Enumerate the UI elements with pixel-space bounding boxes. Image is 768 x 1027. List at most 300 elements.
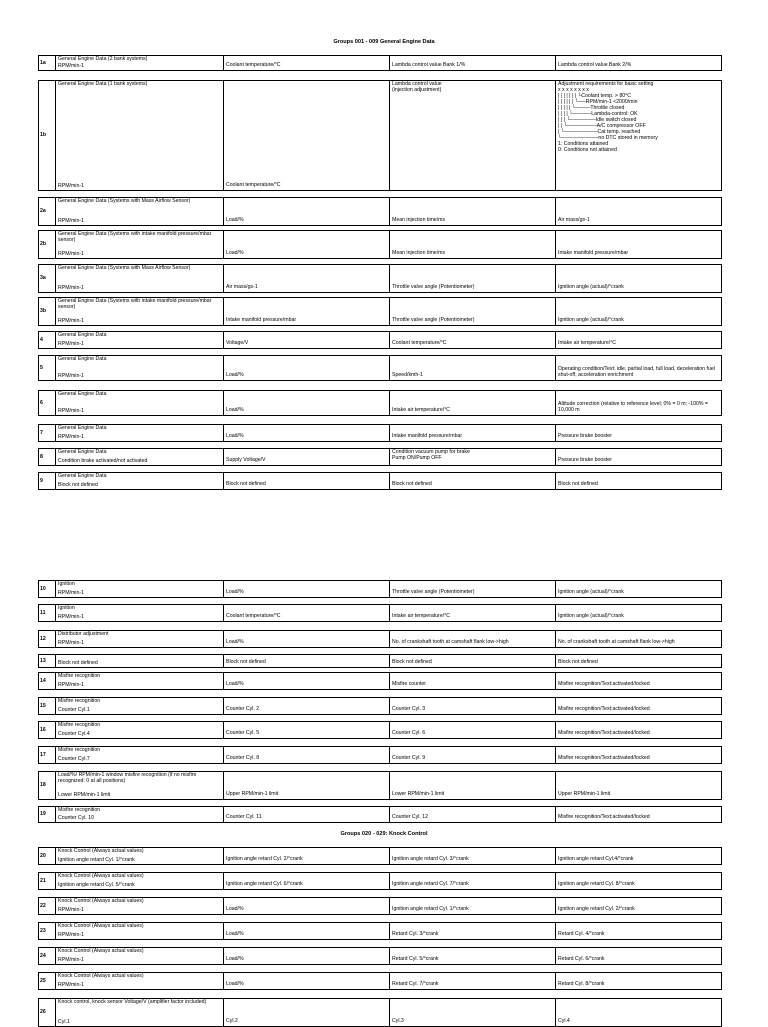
table-row xyxy=(38,355,722,381)
table-row xyxy=(38,746,722,764)
group-title: General Engine Data xyxy=(58,391,107,397)
field-2 xyxy=(223,655,389,667)
field-4 xyxy=(555,631,723,647)
field-3-text: Intake manifold pressure/mbar xyxy=(392,433,463,440)
group-number: 4 xyxy=(40,336,43,343)
group-description xyxy=(55,332,223,348)
field-1: RPM/min-1 xyxy=(58,957,84,964)
field-2 xyxy=(223,81,389,190)
group-number: 13 xyxy=(40,657,46,664)
table-row xyxy=(38,230,722,259)
group-number: 1a xyxy=(40,59,46,66)
field-1: Condition brake activated/not activated xyxy=(58,458,148,465)
group-description xyxy=(55,722,223,738)
group-description xyxy=(55,655,223,667)
field-2 xyxy=(223,848,389,864)
field-2 xyxy=(223,898,389,914)
group-number: 23 xyxy=(40,927,46,934)
group-number: 2b xyxy=(40,241,47,248)
group-description xyxy=(55,298,223,325)
field-2-text: Counter Cyl. 8 xyxy=(226,755,260,762)
field-4-text: Ignition angle (actual)/°crank xyxy=(558,284,624,291)
field-4-text: Cyl.4 xyxy=(558,1018,570,1025)
table-row xyxy=(38,806,722,823)
group-description xyxy=(55,698,223,714)
field-4 xyxy=(555,265,723,292)
group-description xyxy=(55,772,223,799)
table-row xyxy=(38,922,722,940)
field-3-text: Ignition angle retard Cyl. 7/°crank xyxy=(392,881,469,888)
group-title: Knock Control (Always actual values) xyxy=(58,873,144,879)
field-2 xyxy=(223,298,389,325)
group-description xyxy=(55,56,223,70)
field-1: RPM/min-1 xyxy=(58,63,84,70)
field-3-text: Throttle valve angle (Potentiometer) xyxy=(392,589,475,596)
field-4 xyxy=(555,298,723,325)
field-2-text: Ignition angle retard Cyl. 6/°crank xyxy=(226,881,303,888)
field-3 xyxy=(389,265,555,292)
field-1: RPM/min-1 xyxy=(58,341,84,348)
field-1: RPM/min-1 xyxy=(58,932,84,939)
table-row xyxy=(38,630,722,648)
group-title: Misfire recognition xyxy=(58,673,101,679)
group-description xyxy=(55,673,223,689)
field-3 xyxy=(389,298,555,325)
group-description xyxy=(55,948,223,964)
field-2 xyxy=(223,772,389,799)
field-4 xyxy=(555,973,723,989)
field-1: Cyl.1 xyxy=(58,1019,70,1026)
group-number: 22 xyxy=(40,902,46,909)
field-4 xyxy=(555,581,723,597)
field-2-text: Coolant temperature/°C xyxy=(226,182,281,189)
group-number: 26 xyxy=(40,1009,46,1016)
field-3 xyxy=(389,356,555,380)
group-description xyxy=(55,747,223,763)
group-description xyxy=(55,81,223,190)
field-4-text: Upper RPM/min-1 limit xyxy=(558,791,611,798)
group-description xyxy=(55,265,223,292)
group-title: General Engine Data xyxy=(58,425,107,431)
group-number: 19 xyxy=(40,811,46,818)
field-2-text: Load/% xyxy=(226,931,244,938)
group-number: 20 xyxy=(40,852,46,859)
field-4 xyxy=(555,722,723,738)
field-2 xyxy=(223,631,389,647)
field-3-text: Intake air temperature/°C xyxy=(392,613,451,620)
group-title: General Engine Data (Systems with intake manifold pressure/mbar sensor) xyxy=(58,231,212,243)
field-4-text: Lambda control value Bank 2/% xyxy=(558,62,632,69)
field-1: RPM/min-1 xyxy=(58,373,84,380)
field-2-text: Load/% xyxy=(226,639,244,646)
field-2-text: Supply Voltage/V xyxy=(226,457,266,464)
field-4 xyxy=(555,848,723,864)
field-3 xyxy=(389,81,555,190)
group-description xyxy=(55,807,223,822)
field-2 xyxy=(223,449,389,465)
field-3-text: Ignition angle retard Cyl. 1/°crank xyxy=(392,906,469,913)
field-3 xyxy=(389,747,555,763)
table-row xyxy=(38,847,722,865)
field-3 xyxy=(389,231,555,258)
group-number: 10 xyxy=(40,585,46,592)
field-2-text: Load/% xyxy=(226,906,244,913)
field-3 xyxy=(389,56,555,70)
field-4-text: Misfire recognition/Text:activated/locked xyxy=(558,706,650,713)
field-2-text: Load/% xyxy=(226,589,244,596)
field-2 xyxy=(223,807,389,822)
field-1: Counter Cyl. 10 xyxy=(58,815,95,822)
group-number: 6 xyxy=(40,399,43,406)
table-row xyxy=(38,972,722,990)
field-4-text: Intake air temperature/°C xyxy=(558,340,617,347)
field-4 xyxy=(555,698,723,714)
field-3 xyxy=(389,655,555,667)
field-3 xyxy=(389,948,555,964)
group-description xyxy=(55,605,223,621)
field-4-text: Block not defined xyxy=(558,481,598,488)
field-1: RPM/min-1 xyxy=(58,614,84,621)
field-2-text: Block not defined xyxy=(226,659,266,666)
group-number: 3a xyxy=(40,275,46,282)
group-number: 25 xyxy=(40,977,46,984)
field-4-text: Retard Cyl. 4/°crank xyxy=(558,931,605,938)
field-3 xyxy=(389,973,555,989)
field-4 xyxy=(555,81,723,190)
field-2 xyxy=(223,581,389,597)
section-heading-general-engine-data: Groups 001 - 009 General Engine Data xyxy=(333,39,435,45)
field-1: RPM/min-1 xyxy=(58,408,84,415)
field-3-text: Coolant temperature/°C xyxy=(392,340,447,347)
group-description xyxy=(55,391,223,415)
field-3-text: Mean injection time/ms xyxy=(392,250,446,257)
field-4 xyxy=(555,332,723,348)
field-3-text: No. of crankshaft tooth at camshaft flank low->high xyxy=(392,639,509,646)
field-4 xyxy=(555,772,723,799)
field-3 xyxy=(389,722,555,738)
table-row xyxy=(38,80,722,191)
group-title: Knock Control (Always actual values) xyxy=(58,898,144,904)
field-1: RPM/min-1 xyxy=(58,251,84,258)
group-description xyxy=(55,231,223,258)
group-description xyxy=(55,449,223,465)
field-1: RPM/min-1 xyxy=(58,318,84,325)
field-3 xyxy=(389,923,555,939)
field-4 xyxy=(555,231,723,258)
group-title: Misfire recognition xyxy=(58,698,101,704)
field-1: RPM/min-1 xyxy=(58,682,84,689)
field-4-text: No. of crankshaft tooth at camshaft flank low->high xyxy=(558,639,675,646)
field-1: Ignition angle retard Cyl. 5/°crank xyxy=(58,882,135,889)
group-number: 5 xyxy=(40,364,43,371)
field-3 xyxy=(389,473,555,489)
group-number: 17 xyxy=(40,751,46,758)
table-row xyxy=(38,604,722,622)
field-3-text: Throttle valve angle (Potentiometer) xyxy=(392,284,475,291)
field-4-text: Intake manifold pressure/mbar xyxy=(558,250,629,257)
group-number: 12 xyxy=(40,635,46,642)
table-row xyxy=(38,872,722,890)
table-row xyxy=(38,654,722,668)
field-4 xyxy=(555,473,723,489)
field-4-text: Operating condition/Text: idle, partial load, full load, deceleration fuel shut-off, acceleration enrichment xyxy=(558,366,715,379)
field-4 xyxy=(555,655,723,667)
field-2-text: Load/% xyxy=(226,372,244,379)
group-title: Load/%/ RPM/min-1 window misfire recognition (if no misfire recognized: 0 at all positions) xyxy=(58,772,197,784)
field-3-text: Cyl.3 xyxy=(392,1018,404,1025)
field-2 xyxy=(223,332,389,348)
group-description xyxy=(55,973,223,989)
group-number: 7 xyxy=(40,429,43,436)
field-3-text: Ignition angle retard Cyl. 3/°crank xyxy=(392,856,469,863)
field-2-text: Upper RPM/min-1 limit xyxy=(226,791,279,798)
field-3-text: Retard Cyl. 5/°crank xyxy=(392,956,439,963)
field-2 xyxy=(223,605,389,621)
table-row xyxy=(38,424,722,442)
table-row xyxy=(38,331,722,349)
field-4-text: Ignition angle (actual)/°crank xyxy=(558,317,624,324)
field-3-text: Block not defined xyxy=(392,659,432,666)
group-number: 18 xyxy=(40,782,46,789)
field-2 xyxy=(223,473,389,489)
field-3-text: Lambda control value (injection adjustment) xyxy=(392,81,442,93)
field-3 xyxy=(389,581,555,597)
group-description xyxy=(55,999,223,1026)
group-description xyxy=(55,198,223,225)
group-title: Knock Control (Always actual values) xyxy=(58,973,144,979)
field-2-text: Coolant temperature/°C xyxy=(226,62,281,69)
field-4 xyxy=(555,873,723,889)
field-2 xyxy=(223,747,389,763)
group-title: General Engine Data (Systems with Mass Airflow Sensor) xyxy=(58,265,191,271)
group-title: General Engine Data (Systems with Mass Airflow Sensor) xyxy=(58,198,191,204)
table-row xyxy=(38,390,722,416)
group-number: 21 xyxy=(40,877,46,884)
group-title: Misfire recognition xyxy=(58,747,101,753)
table-row xyxy=(38,55,722,71)
group-title: Distributor adjustment xyxy=(58,631,109,637)
field-3 xyxy=(389,807,555,822)
field-2 xyxy=(223,391,389,415)
field-4-text: Misfire recognition/Text:activated/locked xyxy=(558,681,650,688)
field-3 xyxy=(389,873,555,889)
field-4-text: Retard Cyl. 8/°crank xyxy=(558,981,605,988)
field-3-text: Speed/kmh-1 xyxy=(392,372,423,379)
table-row xyxy=(38,197,722,226)
field-1: RPM/min-1 xyxy=(58,434,84,441)
field-3-text: Counter Cyl. 12 xyxy=(392,814,429,821)
group-number: 1b xyxy=(40,132,47,139)
group-number: 14 xyxy=(40,677,46,684)
field-1: Block not defined xyxy=(58,660,98,667)
group-description xyxy=(55,581,223,597)
field-4 xyxy=(555,747,723,763)
field-2-text: Counter Cyl. 2 xyxy=(226,706,260,713)
field-3 xyxy=(389,772,555,799)
field-1: Counter Cyl.1 xyxy=(58,707,90,714)
field-1: Ignition angle retard Cyl. 1/°crank xyxy=(58,857,135,864)
field-4-text: Adjustment requirements for basic setting x x x x x x x x | | | | | | | └Coolant temp. > 80°C | | | | | | └──RPM/min-1 <2000/min | | | | | └────Throttle closed | | | | └─────Lambda-control: OK | | | └───────Idle switch closed | | └────────A/C compressor OFF | └─────────Cat temp. reached └──────────no DTC stored in memory 1: Conditions attained 0: Conditions not attained xyxy=(558,81,658,153)
group-description xyxy=(55,923,223,939)
group-title: General Engine Data (Systems with intake manifold pressure/mbar sensor) xyxy=(58,298,212,310)
field-2-text: Counter Cyl. 11 xyxy=(226,814,262,821)
field-2 xyxy=(223,198,389,225)
group-description xyxy=(55,873,223,889)
field-3 xyxy=(389,198,555,225)
field-2-text: Voltage/V xyxy=(226,340,249,347)
field-2 xyxy=(223,923,389,939)
field-4 xyxy=(555,807,723,822)
field-4 xyxy=(555,198,723,225)
group-title: Ignition xyxy=(58,581,75,587)
field-1: Lower RPM/min-1 limit xyxy=(58,792,111,799)
field-3-text: Lower RPM/min-1 limit xyxy=(392,791,445,798)
field-3 xyxy=(389,848,555,864)
field-2-text: Load/% xyxy=(226,981,244,988)
field-1: Counter Cyl.7 xyxy=(58,756,90,763)
field-4-text: Block not defined xyxy=(558,659,598,666)
field-3-text: Condition vacuum pump for brake Pump ON/Pump OFF xyxy=(392,449,470,461)
field-3 xyxy=(389,631,555,647)
field-2-text: Coolant temperature/°C xyxy=(226,613,281,620)
field-3 xyxy=(389,605,555,621)
field-1: Block not defined xyxy=(58,482,98,489)
table-row xyxy=(38,472,722,490)
field-4-text: Ignition angle (actual)/°crank xyxy=(558,589,624,596)
field-3 xyxy=(389,449,555,465)
group-number: 3b xyxy=(40,308,47,315)
field-4 xyxy=(555,391,723,415)
field-2-text: Counter Cyl. 5 xyxy=(226,730,260,737)
group-number: 24 xyxy=(40,952,46,959)
field-1: RPM/min-1 xyxy=(58,285,84,292)
group-number: 11 xyxy=(40,609,46,616)
field-3-text: Lambda control value Bank 1/% xyxy=(392,62,466,69)
table-row xyxy=(38,580,722,598)
field-2-text: Cyl.2 xyxy=(226,1018,238,1025)
field-2 xyxy=(223,231,389,258)
group-description xyxy=(55,473,223,489)
table-row xyxy=(38,297,722,326)
group-description xyxy=(55,356,223,380)
field-3-text: Misfire counter xyxy=(392,681,427,688)
field-3-text: Throttle valve angle (Potentiometer) xyxy=(392,317,475,324)
field-4-text: Ignition angle retard Cyl.4/°crank xyxy=(558,856,634,863)
field-2 xyxy=(223,873,389,889)
field-1: RPM/min-1 xyxy=(58,982,84,989)
field-2 xyxy=(223,722,389,738)
field-2-text: Intake manifold pressure/mbar xyxy=(226,317,297,324)
field-4 xyxy=(555,425,723,441)
field-4-text: Pressure brake booster xyxy=(558,433,612,440)
field-4-text: Ignition angle retard Cyl. 8/°crank xyxy=(558,881,635,888)
group-description xyxy=(55,631,223,647)
field-3 xyxy=(389,898,555,914)
table-row xyxy=(38,448,722,466)
field-2 xyxy=(223,673,389,689)
group-number: 15 xyxy=(40,702,46,709)
field-4 xyxy=(555,605,723,621)
field-1: RPM/min-1 xyxy=(58,590,84,597)
field-2 xyxy=(223,973,389,989)
table-row xyxy=(38,672,722,690)
group-title: Ignition xyxy=(58,605,75,611)
field-2-text: Ignition angle retard Cyl. 2/°crank xyxy=(226,856,303,863)
field-2 xyxy=(223,948,389,964)
group-title: General Engine Data (1 bank systems) xyxy=(58,81,148,87)
field-4 xyxy=(555,923,723,939)
field-3-text: Mean injection time/ms xyxy=(392,217,446,224)
group-title: Misfire recognition xyxy=(58,807,101,813)
field-4 xyxy=(555,56,723,70)
field-2-text: Load/% xyxy=(226,217,244,224)
field-2-text: Air mass/gs-1 xyxy=(226,284,258,291)
field-2 xyxy=(223,425,389,441)
field-4-text: Retard Cyl. 6/°crank xyxy=(558,956,605,963)
group-title: General Engine Data xyxy=(58,449,107,455)
field-3-text: Counter Cyl. 9 xyxy=(392,755,426,762)
field-1: RPM/min-1 xyxy=(58,640,84,647)
field-2-text: Load/% xyxy=(226,681,244,688)
table-row xyxy=(38,897,722,915)
field-3 xyxy=(389,698,555,714)
field-2-text: Load/% xyxy=(226,407,244,414)
field-4 xyxy=(555,898,723,914)
group-title: General Engine Data xyxy=(58,473,107,479)
field-3-text: Counter Cyl. 3 xyxy=(392,706,426,713)
field-3 xyxy=(389,999,555,1026)
field-3 xyxy=(389,332,555,348)
field-3-text: Block not defined xyxy=(392,481,432,488)
field-3 xyxy=(389,391,555,415)
table-row xyxy=(38,721,722,739)
group-number: 2a xyxy=(40,208,46,215)
table-row xyxy=(38,697,722,715)
field-3-text: Intake air temperature/°C xyxy=(392,407,451,414)
group-title: Misfire recognition xyxy=(58,722,101,728)
table-row xyxy=(38,998,722,1027)
field-3-text: Retard Cyl. 7/°crank xyxy=(392,981,439,988)
field-4-text: Misfire recognition/Text:activated/locked xyxy=(558,730,650,737)
field-3 xyxy=(389,425,555,441)
group-title: General Engine Data xyxy=(58,356,107,362)
field-2-text: Load/% xyxy=(226,956,244,963)
section-heading-knock-control: Groups 020 - 029: Knock Control xyxy=(340,831,428,837)
group-description xyxy=(55,898,223,914)
field-4-text: Air mass/gs-1 xyxy=(558,217,590,224)
field-4-text: Ignition angle retard Cyl. 2/°crank xyxy=(558,906,635,913)
field-2 xyxy=(223,698,389,714)
field-4-text: Pressure brake booster xyxy=(558,457,612,464)
group-number: 8 xyxy=(40,453,43,460)
group-title: General Engine Data (2 bank systems) xyxy=(58,56,148,62)
field-3 xyxy=(389,673,555,689)
field-2 xyxy=(223,265,389,292)
field-3-text: Retard Cyl. 3/°crank xyxy=(392,931,439,938)
field-4 xyxy=(555,999,723,1026)
group-description xyxy=(55,425,223,441)
field-4-text: Misfire recognition/Text:activated/locked xyxy=(558,755,650,762)
field-3-text: Counter Cyl. 6 xyxy=(392,730,426,737)
group-number: 9 xyxy=(40,477,43,484)
table-row xyxy=(38,947,722,965)
field-2 xyxy=(223,56,389,70)
group-number: 16 xyxy=(40,726,46,733)
group-title: Knock Control (Always actual values) xyxy=(58,848,144,854)
table-row xyxy=(38,264,722,293)
field-2-text: Load/% xyxy=(226,250,244,257)
field-4 xyxy=(555,449,723,465)
